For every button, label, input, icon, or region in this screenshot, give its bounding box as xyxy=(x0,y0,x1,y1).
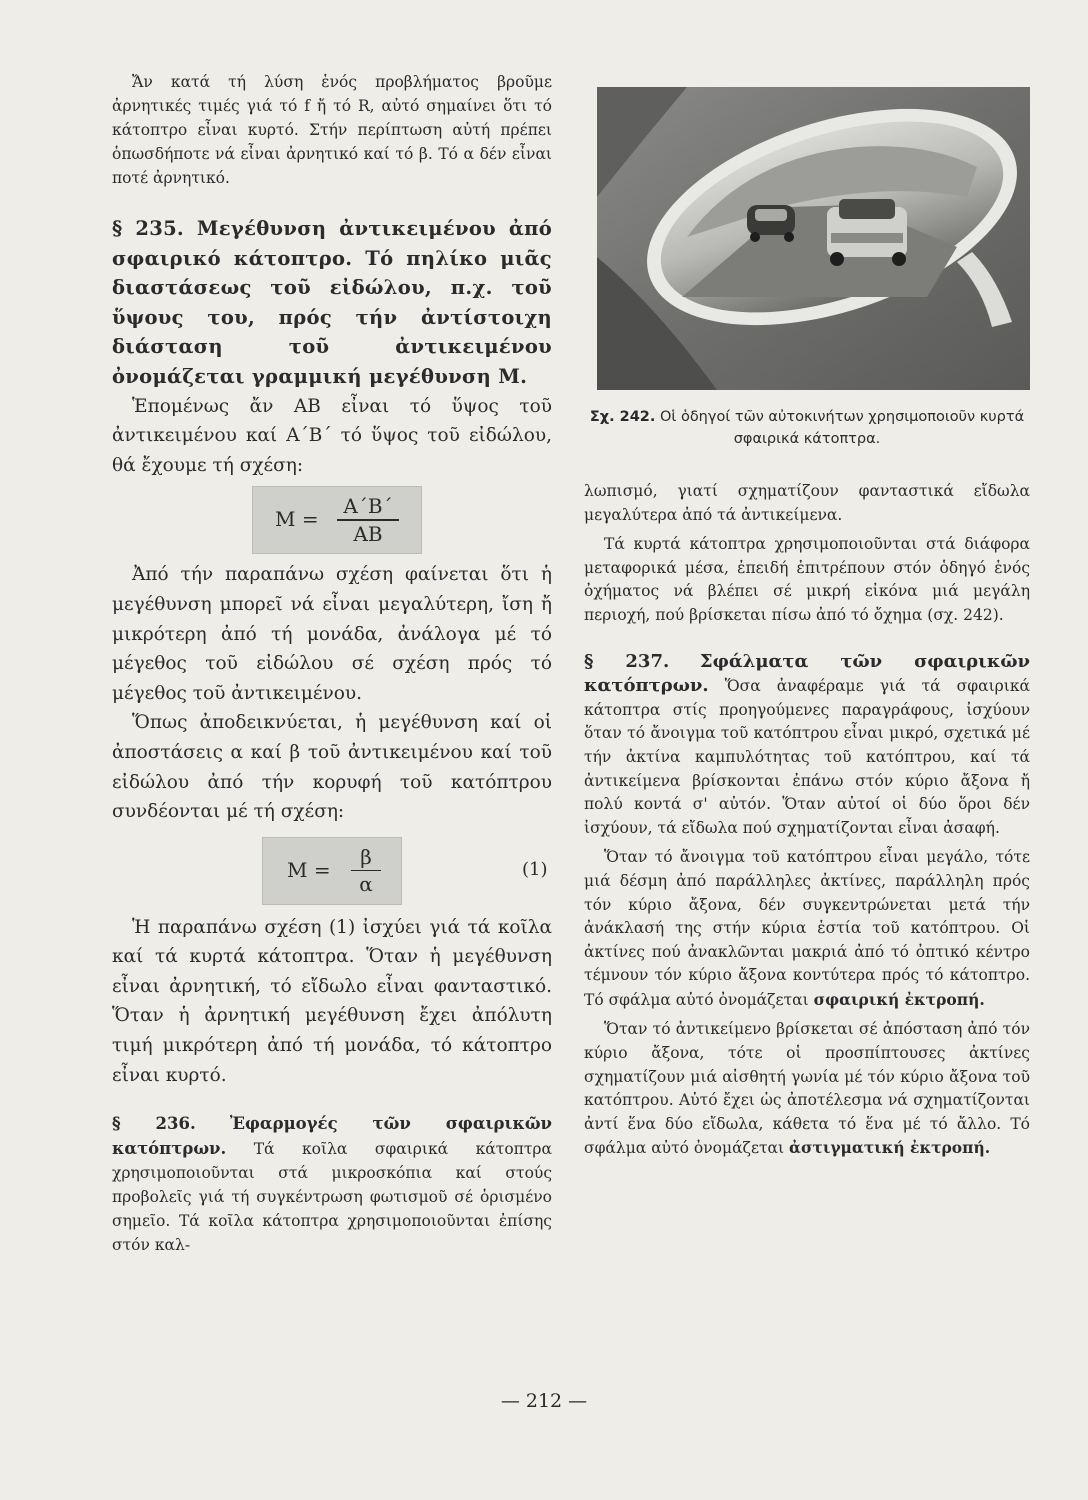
formula-fraction xyxy=(351,844,381,898)
section-235-number: § 235. xyxy=(112,217,185,240)
astigmatism-text: Ὅταν τό ἀντικείμενο βρίσκεται σέ ἀπόσταση ἀπό τόν κύριο ἄξονα, τότε οἱ προσπίπτουσες ἀκτίνες σχηματίζουν μιά αἰσθητή γωνία μέ τόν κύριο ἄξονα τοῦ κατόπτρου. Αὐτό ἔχει ὡς ἀποτέλεσμα νά σχηματίζονται ἀντί ἕνα δύο εἴδωλα, κάθετα τό ἕνα μέ τό ἄλλο. Τό σφάλμα αὐτό ὀνομάζεται xyxy=(584,1020,1030,1158)
formula-magnification-heights xyxy=(112,480,552,560)
formula-denominator: α xyxy=(359,872,373,897)
section-237-number: § 237. xyxy=(584,650,670,672)
formula-box xyxy=(262,837,402,905)
left-column xyxy=(112,70,552,1257)
section-237-title: Σφάλματα τῶν σφαιρικῶν κατόπτρων. xyxy=(584,650,1030,697)
section-237-paragraph xyxy=(584,650,1030,841)
formula-lhs: Μ = xyxy=(275,507,319,532)
section-235-heading xyxy=(112,214,552,392)
page-number: — 212 — xyxy=(500,1390,588,1412)
formula-lhs: Μ = xyxy=(287,857,331,882)
section-236-title: Ἐφαρμογές τῶν σφαιρικῶν κατόπτρων. xyxy=(112,1114,552,1158)
formula-box xyxy=(252,486,422,554)
section-236-number: § 236. xyxy=(112,1114,196,1134)
paragraph-opos: Ὅπως ἀποδεικνύεται, ἡ μεγέθυνση καί οἱ ἀποστάσεις α καί β τοῦ ἀντικειμένου καί τοῦ εἰδώλου ἀπό τήν κορυφή τοῦ κατόπτρου συνδέονται μέ τή σχέση: xyxy=(112,712,552,823)
section-235-definition: Τό πηλίκο μιᾶς διαστάσεως τοῦ εἰδώλου, π.χ. τοῦ ὕψους του, πρός τήν ἀντίστοιχη διάσταση τοῦ ἀντικειμένου ὀνομάζεται γραμμική μεγέθυνση Μ. xyxy=(112,246,552,388)
formula-numerator: β xyxy=(360,844,372,869)
section-236-paragraph xyxy=(112,1112,552,1257)
equation-number: (1) xyxy=(522,858,548,880)
paragraph-apo: Ἀπό τήν παραπάνω σχέση φαίνεται ὅτι ἡ μεγέθυνση μπορεῖ νά εἶναι μεγαλύτερη, ἴση ἤ μικρότερη ἀπό τή μονάδα, ἀνάλογα μέ τό μέγεθος τοῦ εἰδώλου σέ σχέση πρός τό μέγεθος τοῦ ἀντικειμένου. xyxy=(112,564,552,704)
mirror-illustration xyxy=(597,87,1030,390)
formula-denominator: ΑΒ xyxy=(353,521,383,546)
section-236-body: Τά κοῖλα σφαιρικά κάτοπτρα χρησιμοποιοῦνται στά μικροσκόπια καί στούς προβολεῖς γιά τή συγκέντρωση φωτισμοῦ σέ ὁρισμένο σημεῖο. Τά κοῖλα κάτοπτρα χρησιμοποιοῦνται ἐπίσης στόν καλ- xyxy=(112,1139,552,1255)
astigmatism-term: ἀστιγματική ἐκτροπή. xyxy=(789,1138,991,1158)
formula-magnification-distances xyxy=(112,827,552,913)
caption-text: Οἱ ὁδηγοί τῶν αὐτοκινήτων χρησιμοποιοῦν κυρτά σφαιρικά κάτοπτρα. xyxy=(660,409,1025,447)
section-235-title: Μεγέθυνση ἀντικειμένου ἀπό σφαιρικό κάτοπτρο. xyxy=(112,217,553,270)
spherical-aberration-term: σφαιρική ἐκτροπή. xyxy=(813,989,985,1009)
formula-fraction xyxy=(337,493,399,547)
formula-numerator: Α΄Β΄ xyxy=(343,494,393,519)
right-paragraph-2: Τά κυρτά κάτοπτρα χρησιμοποιοῦνται στά διάφορα μεταφορικά μέσα, ἐπειδή ἐπιτρέπουν στόν ὁδηγό ἑνός ὀχήματος νά βλέπει σέ μικρή εἰκόνα μιά μεγάλη περιοχή, πού βρίσκεται πίσω ἀπό τό ὄχημα (σχ. 242). xyxy=(584,535,1030,624)
right-paragraph-1: λωπισμό, γιατί σχηματίζουν φανταστικά εἴδωλα μεγαλύτερα ἀπό τά ἀντικείμενα. xyxy=(584,482,1030,524)
spherical-aberration-paragraph xyxy=(584,846,1030,1012)
astigmatism-paragraph xyxy=(584,1018,1030,1161)
section-237-body: Ὅσα ἀναφέραμε γιά τά σφαιρικά κάτοπτρα στίς προηγούμενες παραγράφους, ἰσχύουν ὅταν τό ἄνοιγμα τοῦ κατόπτρου εἶναι μικρό, σχετικά μέ τήν ἀκτίνα καμπυλότητας τοῦ κατόπτρου, καί τά ἀντικείμενα βρίσκονται ἐπάνω στόν κύριο ἄξονα ἤ πολύ κοντά σ' αὐτόν. Ὅταν αὐτοί οἱ δύο ὅροι δέν ἰσχύουν, τά εἴδωλα πού σχηματίζονται εἶναι ἀσαφή. xyxy=(584,677,1030,837)
car-mirror-photo xyxy=(597,87,1030,390)
caption-label: Σχ. 242. xyxy=(589,409,656,425)
intro-paragraph: Ἄν κατά τή λύση ἑνός προβλήματος βροῦμε ἀρνητικές τιμές γιά τό f ἤ τό R, αὐτό σημαίνει ὅτι τό κάτοπτρο εἶναι κυρτό. Στήν περίπτωση αὐτή πρέπει ὁπωσδήποτε νά εἶναι ἀρνητικό καί τό β. Τό α δέν εἶναι ποτέ ἀρνητικό. xyxy=(112,73,552,187)
spherical-aberration-text: Ὅταν τό ἄνοιγμα τοῦ κατόπτρου εἶναι μεγάλο, τότε μιά δέσμη ἀπό παράλληλες ἀκτίνες, παράλληλη πρός τόν κύριο ἄξονα, δέν συγκεντρώνεται μετά τήν ἀνάκλασή της στήν κύρια ἑστία τοῦ κατόπτρου. Οἱ ἀκτίνες πού ἀνακλῶνται μακριά ἀπό τό ὀπτικό κέντρο τέμνουν τόν κύριο ἄξονα κοντύτερα πρός τό κάτοπτρο. Τό σφάλμα αὐτό ὀνομάζεται xyxy=(584,848,1030,1009)
paragraph-h: Ἡ παραπάνω σχέση (1) ἰσχύει γιά τά κοῖλα καί τά κυρτά κάτοπτρα. Ὅταν ἡ μεγέθυνση εἶναι ἀρνητική, τό εἴδωλο εἶναι φανταστικό. Ὅταν ἡ ἀρνητική μεγέθυνση ἔχει ἀπόλυτη τιμή μικρότερη ἀπό τή μονάδα, τό κάτοπτρο εἶναι κυρτό. xyxy=(112,916,552,1086)
paragraph-epomenos: Ἑπομένως ἄν ΑΒ εἶναι τό ὕψος τοῦ ἀντικειμένου καί Α΄Β΄ τό ὕψος τοῦ εἰδώλου, θά ἔχουμε τή σχέση: xyxy=(112,395,552,476)
right-column xyxy=(584,480,1030,1161)
figure-caption xyxy=(584,406,1030,450)
